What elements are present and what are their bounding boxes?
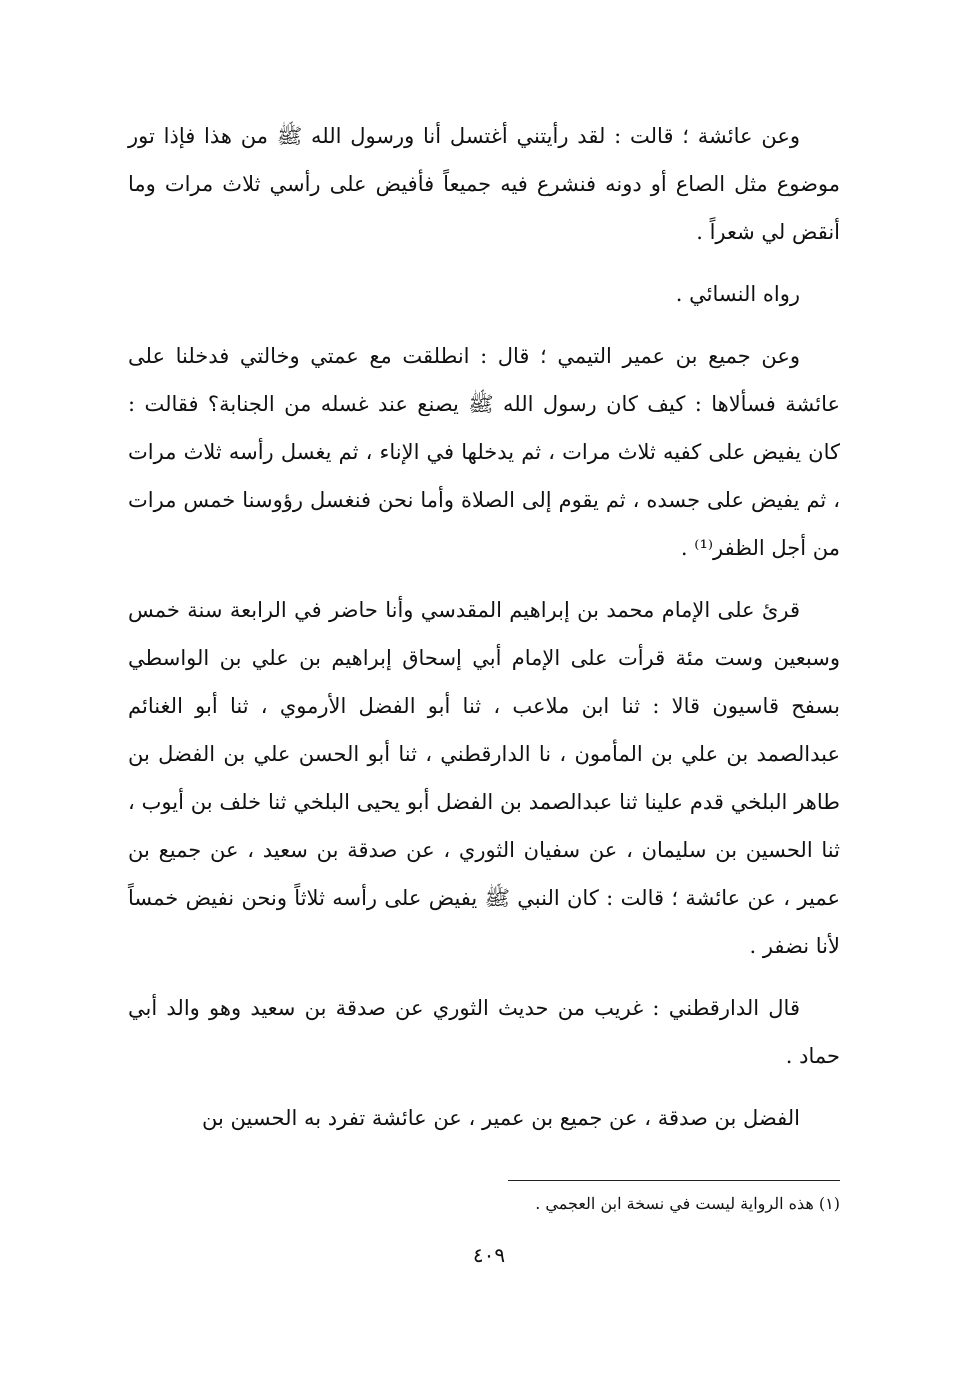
paragraph-daraqutni-comment: قال الدارقطني : غريب من حديث الثوري عن صدقة بن سعيد وهو والد أبي حماد .: [128, 996, 840, 1068]
footnote: (١) هذه الرواية ليست في نسخة ابن العجمي .: [535, 1194, 840, 1213]
page-number: ٤٠٩: [472, 1243, 506, 1267]
paragraph-isnad-chain: قرئ على الإمام محمد بن إبراهيم المقدسي وأنا حاضر في الرابعة سنة خمس وسبعين وست مئة قرأت على الإمام أبي إسحاق إبراهيم بن علي بن الواسطي بسفح قاسيون قالا : ثنا ابن ملاعب ، ثنا أبو الفضل الأرموي ، ثنا أبو الغنائم عبدالصمد بن علي بن المأمون ، نا الدارقطني ، ثنا أبو الحسن علي بن الفضل بن طاهر البلخي قدم علينا ثنا عبدالصمد بن الفضل أبو يحيى البلخي ثنا خلف بن أيوب ، ثنا الحسين بن سليمان ، عن سفيان الثوري ، عن صدقة بن سعيد ، عن جميع بن عمير ، عن عائشة ؛ قالت : كان النبي ﷺ يفيض على رأسه ثلاثاً ونحن نفيض خمساً لأنا نضفر .: [128, 598, 840, 958]
paragraph-narrated-by-nasai: رواه النسائي .: [675, 282, 800, 306]
main-text-block: [128, 112, 840, 1156]
paragraph-jumay-bin-umayr: وعن جميع بن عمير التيمي ؛ قال : انطلقت مع عمتي وخالتي فدخلنا على عائشة فسألاها : كيف كان رسول الله ﷺ يصنع عند غسله من الجنابة؟ فقالت : كان يفيض على كفيه ثلاث مرات ، ثم يدخلها في الإناء ، ثم يغسل رأسه ثلاث مرات ، ثم يفيض على جسده ، ثم يقوم إلى الصلاة وأما نحن فنغسل رؤوسنا خمس مرات من أجل الظفر⁽¹⁾ .: [128, 344, 840, 560]
footnote-divider: [508, 1180, 840, 1181]
paragraph-aisha-ghusl-vessel: وعن عائشة ؛ قالت : لقد رأيتني أغتسل أنا ورسول الله ﷺ من هذا فإذا تور موضوع مثل الصاع أو دونه فنشرع فيه جميعاً فأفيض على رأسي ثلاث مرات وما أنقض لي شعراً .: [128, 124, 840, 244]
paragraph-continued-text: الفضل بن صدقة ، عن جميع بن عمير ، عن عائشة تفرد به الحسين بن: [201, 1106, 800, 1130]
